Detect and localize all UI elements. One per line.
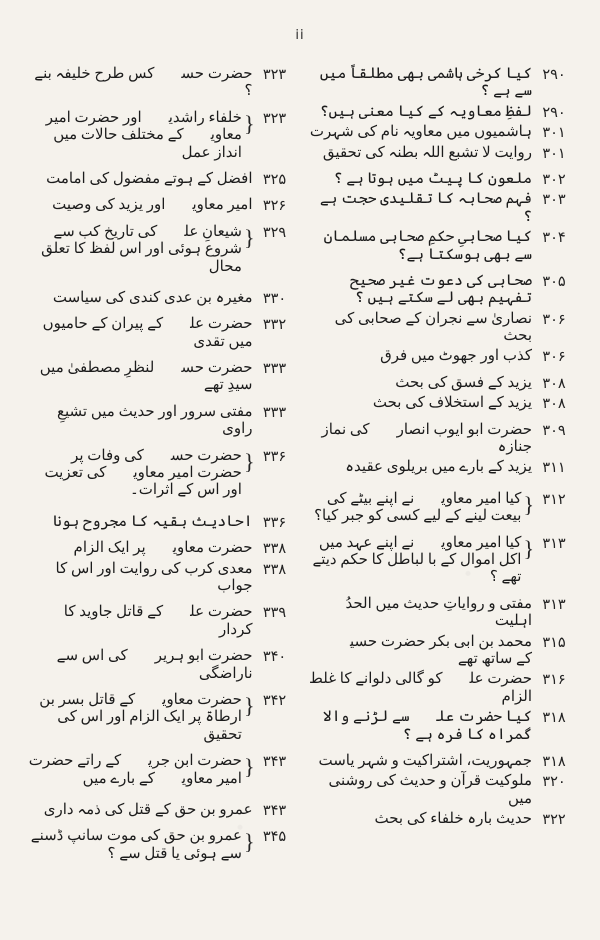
toc-page-number: ۳۲۵	[262, 171, 287, 188]
spacer	[26, 278, 295, 289]
toc-entry-title: ملعون کا پیٹ میں ہوتا ہے ؟	[333, 170, 532, 187]
toc-page-number: ۳۲۶	[262, 198, 287, 215]
toc-entry[interactable]	[305, 394, 574, 413]
toc-entry[interactable]	[305, 65, 574, 102]
spacer	[26, 502, 295, 513]
toc-entry-title: لفظِ معاویہ کے کیا معنی ہیں؟	[319, 103, 532, 120]
toc-entry[interactable]	[305, 534, 574, 588]
brace-icon: {	[523, 491, 534, 517]
toc-entry-title: حضرت علیؓ کے پیران کے حامیوں میں تقدی	[42, 316, 253, 350]
toc-page-number: ۳۱۸	[542, 710, 566, 727]
toc-columns	[26, 65, 574, 903]
toc-entry[interactable]	[305, 190, 574, 227]
toc-page-number: ۳۱۸	[542, 753, 566, 770]
toc-page-number: ۳۲۲	[542, 812, 566, 829]
toc-page-number: ۳۳۳	[262, 361, 287, 378]
toc-page-number: ۳۳۶	[262, 448, 287, 465]
toc-entry-title: مغیرہ بن عدی کندی کی سیاست	[52, 289, 253, 306]
toc-entry-title: حضرت ابن جریجؓ کے راتے حضرت امیر معاویہؓ کے بارے میں	[28, 753, 242, 787]
toc-entry[interactable]	[26, 315, 295, 352]
toc-entry-title: حضرت علیؓ کے قاتل جاوید کا کردار	[63, 604, 253, 638]
toc-entry-title: یزید کے بارے میں بریلوی عقیدہ	[345, 459, 532, 476]
toc-page-number: ۳۰۶	[542, 349, 566, 366]
brace-icon: {	[243, 110, 255, 136]
toc-entry-title: خلفاء راشدینؓ اور حضرت امیر معاویہؓ کے مختلف حالات میں انداز عمل	[45, 109, 242, 161]
toc-column-right	[305, 65, 574, 903]
toc-entry[interactable]	[26, 691, 295, 745]
toc-entry[interactable]	[305, 633, 574, 670]
toc-entry[interactable]	[305, 708, 574, 745]
toc-page-number: ۳۰۶	[542, 311, 566, 328]
toc-page-number: ۳۱۲	[542, 491, 566, 508]
toc-page-number: ۳۰۹	[542, 422, 566, 439]
toc-entry[interactable]	[26, 647, 295, 684]
toc-entry[interactable]	[305, 123, 574, 142]
toc-page-number: ۳۲۰	[542, 774, 566, 791]
toc-entry-title: حضرت حسنؓ لنظرِ مصطفیٰ میں سیدِ تھے	[39, 360, 253, 394]
toc-column-left	[26, 65, 295, 903]
toc-page-number: ۳۳۹	[262, 605, 287, 622]
toc-entry[interactable]	[26, 289, 295, 308]
toc-entry[interactable]	[305, 374, 574, 393]
toc-entry[interactable]	[26, 223, 295, 277]
toc-entry[interactable]	[305, 490, 574, 527]
toc-entry[interactable]	[305, 103, 574, 122]
toc-entry-title: حضرت حسنؓ کی وفات پر حضرت امیر معاویہؓ کی تعزیت اور اس کے اثرات۔	[44, 447, 242, 499]
toc-entry[interactable]	[26, 513, 295, 532]
toc-page-number: ۳۲۹	[262, 224, 287, 241]
toc-entry-title: حضرت حسنؓ کس طرح خلیفہ بنے ؟	[34, 66, 253, 100]
toc-entry[interactable]	[26, 801, 295, 820]
toc-entry-title: احادیث بقیہ کا مجروح ہونا	[52, 513, 253, 530]
toc-entry-title: افضل کے ہوتے مفضول کی امامت	[46, 170, 253, 187]
toc-page-number: ۳۳۳	[262, 404, 287, 421]
toc-entry-title: معدی کرب کی روایت اور اس کا جواب	[55, 560, 253, 594]
toc-page-number: ۳۲۳	[262, 67, 287, 83]
toc-entry[interactable]	[305, 421, 574, 458]
toc-entry-title: حضرت ابو ہریرہؓ کی اس سے ناراضگی	[56, 648, 253, 682]
toc-page-number: ۳۲۳	[262, 110, 287, 127]
toc-page-number: ۳۴۳	[262, 802, 287, 819]
toc-page-number: ۳۰۳	[542, 192, 566, 209]
brace-icon: {	[243, 224, 255, 250]
toc-entry-title: مفتی سرور اور حدیث میں تشیعِ راوی	[57, 403, 253, 438]
brace-icon: {	[243, 448, 255, 474]
toc-entry[interactable]	[26, 539, 295, 558]
toc-page-number: ۳۳۰	[262, 290, 287, 307]
toc-entry-title: کیا کرخی ہاشمی بھی مطلقاً میں سے ہے ؟	[319, 66, 532, 100]
toc-page-number: ۳۳۲	[262, 317, 287, 334]
toc-page-number: ۳۴۲	[262, 692, 287, 709]
page-number: ii	[295, 28, 305, 43]
toc-entry[interactable]	[305, 144, 574, 163]
toc-entry-title: عمرو بن حق کی موت سانپ ڈسنے سے ہوئی یا قتل سے ؟	[30, 828, 242, 862]
toc-entry-title: شیعانِ علیؓ کی تاریخ کب سے شروع ہوئی اور اس لفظ کا تعلق محال	[41, 223, 242, 275]
toc-page-number: ۳۰۱	[542, 125, 566, 142]
toc-entry-title: امیر معاویہؓ اور یزید کی وصیت	[52, 197, 253, 214]
toc-entry-title: ہاشمیوں میں معاویہ نام کی شہرت	[309, 124, 532, 141]
toc-entry-title: کذب اور جھوٹ میں فرق	[380, 348, 532, 365]
toc-entry-title: روایت لا تشبع اللہ بطنہ کی تحقیق	[322, 144, 532, 161]
toc-page-number: ۳۱۵	[542, 634, 566, 651]
toc-page-number: ۳۳۸	[262, 541, 287, 558]
toc-entry-title: کیا صحابیِ حکمِ صحابی مسلمان سے بھی ہوسکتا ہے؟	[323, 229, 532, 263]
toc-entry[interactable]	[26, 447, 295, 501]
toc-entry[interactable]	[305, 810, 574, 829]
toc-page-number: ۳۱۳	[542, 535, 566, 552]
toc-entry-title: صحابی کی دعوت غیر صحیح تفہیم بھی لے سکتے ہیں ؟	[350, 272, 532, 307]
toc-entry[interactable]	[26, 109, 295, 163]
toc-page-number: ۳۱۱	[542, 460, 566, 477]
toc-entry-title: نصاریٰ سے نجران کے صحابی کی بحث	[334, 310, 532, 345]
toc-entry-title: یزید کے استخلاف کی بحث	[372, 395, 532, 412]
toc-entry[interactable]	[305, 458, 574, 477]
toc-entry[interactable]	[305, 670, 574, 707]
brace-icon: {	[243, 754, 255, 780]
toc-page-number: ۳۱۶	[542, 672, 566, 689]
toc-entry[interactable]	[305, 772, 574, 809]
toc-page-number: ۳۳۸	[262, 561, 287, 578]
toc-page-number: ۲۹۰	[542, 104, 566, 121]
toc-entry[interactable]	[305, 272, 574, 309]
toc-entry[interactable]	[26, 827, 295, 864]
toc-entry[interactable]	[305, 595, 574, 632]
brace-icon: {	[243, 829, 255, 855]
toc-page-number: ۳۳۶	[262, 514, 287, 531]
toc-entry-title: کیا حضرت علیؓ سے لڑنے والا گمراہ کا فرہ ہے ؟	[322, 709, 532, 743]
toc-entry-title: حضرت علیؓ کو گالی دلوانے کا غلط الزام	[309, 671, 532, 705]
toc-page-number: ۳۴۰	[262, 649, 287, 666]
toc-entry-title: جمہوریت، اشتراکیت و شہر یاست	[318, 752, 532, 769]
toc-page-number: ۳۰۸	[542, 375, 566, 392]
toc-entry-title: کیا امیر معاویہؓ نے اپنے بیٹے کی بیعت لینے کے لیے کسی کو جبر کیا؟	[314, 490, 522, 525]
toc-entry[interactable]	[26, 752, 295, 789]
toc-entry-title: محمد بن ابی بکر حضرت حسینؓ کے ساتھ تھے	[326, 633, 532, 667]
toc-page-number: ۳۴۳	[262, 754, 287, 771]
toc-entry[interactable]	[26, 403, 295, 440]
toc-entry-title: مفتی و روایاتِ حدیث میں الحدُ اہلیت	[345, 595, 532, 630]
toc-entry-title: کیا امیر معاویہؓ نے اپنے عہد میں اکل اموال کے با لباطل کا حکم دیتے تھے ؟	[312, 534, 522, 586]
toc-entry[interactable]	[26, 196, 295, 215]
toc-entry-title: عمرو بن حق کے قتل کی ذمہ داری	[43, 801, 253, 818]
toc-entry[interactable]	[305, 752, 574, 771]
toc-page-number: ۳۰۴	[542, 230, 566, 247]
brace-icon: {	[243, 692, 255, 718]
spacer	[26, 790, 295, 801]
toc-entry[interactable]	[305, 347, 574, 366]
toc-page-number: ۳۴۵	[262, 829, 287, 846]
toc-entry[interactable]	[305, 310, 574, 347]
toc-entry[interactable]	[26, 359, 295, 396]
toc-page-number: ۳۰۸	[542, 396, 566, 413]
brace-icon: {	[523, 535, 534, 561]
toc-entry-title: ملوکیت قرآن و حدیث کی روشنی میں	[328, 773, 532, 807]
toc-entry-title: فہم صحابہ کا تقلیدی حجت ہے ؟	[319, 191, 532, 225]
toc-page-number: ۲۹۰	[542, 67, 566, 83]
toc-entry[interactable]	[26, 65, 295, 102]
toc-page-number: ۳۰۲	[542, 171, 566, 188]
spacer	[305, 479, 574, 490]
toc-page-number: ۳۰۵	[542, 273, 566, 290]
toc-entry-title: یزید کے فسق کی بحث	[395, 374, 532, 391]
toc-entry[interactable]	[26, 560, 295, 597]
toc-entry[interactable]	[26, 170, 295, 189]
toc-page-number: ۳۰۱	[542, 145, 566, 162]
toc-entry[interactable]	[305, 170, 574, 189]
toc-page-number: ۳۱۳	[542, 596, 566, 613]
toc-entry[interactable]	[26, 603, 295, 640]
toc-entry-title: حضرت معاویہؓ پر ایک الزام	[73, 540, 253, 557]
toc-entry-title: حدیث بارہ خلفاء کی بحث	[374, 811, 532, 828]
toc-entry-title: حضرت معاویہؓ کے قاتل بسر بن ارطاۃ پر ایک الزام اور اس کی تحقیق	[39, 691, 242, 743]
toc-entry-title: حضرت ابو ایوب انصاریؓ کی نماز جنازہ	[321, 421, 532, 456]
toc-entry[interactable]	[305, 228, 574, 265]
